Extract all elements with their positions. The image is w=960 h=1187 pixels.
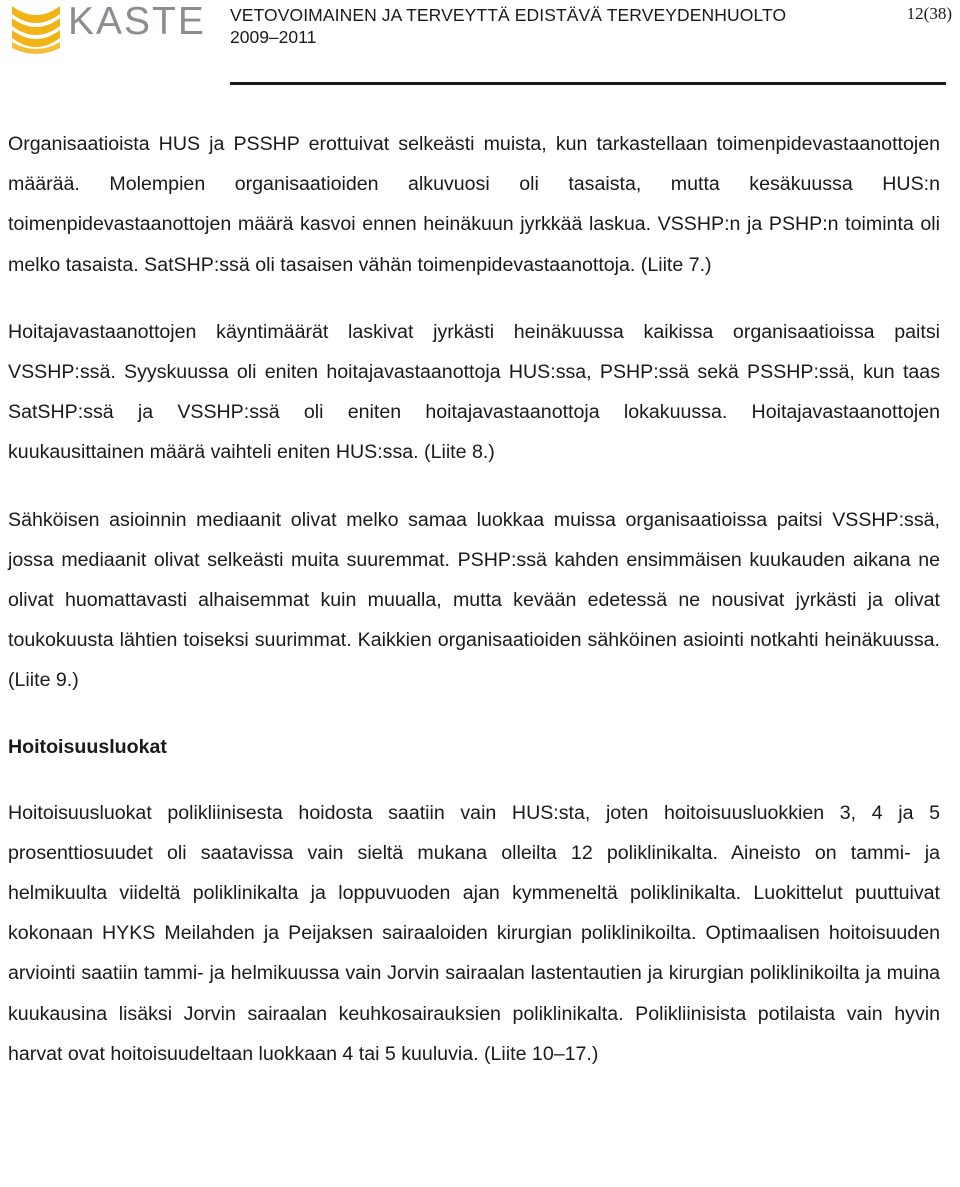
section-heading: Hoitoisuusluokat — [8, 735, 167, 758]
page-number: 12(38) — [906, 4, 952, 23]
header-title: VETOVOIMAINEN JA TERVEYTTÄ EDISTÄVÄ TERVEYDENHUOLTO — [230, 5, 787, 25]
document-body — [8, 124, 940, 1074]
kaste-logo — [6, 2, 206, 54]
paragraph-care-classes: Hoitoisuusluokat polikliinisesta hoidosta saatiin vain HUS:sta, joten hoitoisuusluokkien 3, 4 ja 5 prosenttiosuudet oli saatavissa vain sieltä mukana olleilta 12 poliklinikalta. Aineisto on tammi- ja helmikuulta viideltä poliklinikalta ja loppuvuoden ajan kymmeneltä poliklinikalta. Luokittelut puuttuivat kokonaan HYKS Meilahden ja Peijaksen sairaaloiden kirurgian poliklinikoilta. Optimaalisen hoitoisuuden arviointi saatiin tammi- ja helmikuussa vain Jorvin sairaalan lastentautien ja kirurgian poliklinikoilta ja muina kuukausina lisäksi Jorvin sairaalan keuhkosairauksien poliklinikalta. Polikliinisista potilaista vain hyvin harvat ovat hoitoisuudeltaan luokkaan 4 tai 5 kuuluvia. (Liite 10–17.) — [8, 801, 940, 1065]
header-years: 2009–2011 — [230, 27, 317, 47]
header-divider — [230, 82, 946, 85]
paragraph-procedure-visits: Organisaatioista HUS ja PSSHP erottuivat selkeästi muista, kun tarkastellaan toimenpidevastaanottojen määrää. Molempien organisaatioiden alkuvuosi oli tasaista, mutta kesäkuussa HUS:n toimenpidevastaanottojen määrä kasvoi ennen heinäkuun jyrkkää laskua. VSSHP:n ja PSHP:n toiminta oli melko tasaista. SatSHP:ssä oli tasaisen vähän toimenpidevastaanottoja. (Liite 7.) — [8, 133, 940, 276]
paragraph-nurse-visits: Hoitajavastaanottojen käyntimäärät laskivat jyrkästi heinäkuussa kaikissa organisaatioissa paitsi VSSHP:ssä. Syyskuussa oli eniten hoitajavastaanottoja HUS:ssa, PSHP:ssä sekä PSSHP:ssä, kun taas SatSHP:ssä ja VSSHP:ssä oli eniten hoitajavastaanottoja lokakuussa. Hoitajavastaanottojen kuukausittainen määrä vaihteli eniten HUS:ssa. (Liite 8.) — [8, 320, 940, 464]
logo-text: KASTE — [68, 0, 206, 43]
page-header — [0, 0, 960, 90]
kaste-logo-mark-icon — [6, 2, 66, 54]
paragraph-electronic-services: Sähköisen asioinnin mediaanit olivat melko samaa luokkaa muissa organisaatioissa paitsi VSSHP:ssä, jossa mediaanit olivat selkeästi muita suuremmat. PSHP:ssä kahden ensimmäisen kuukauden aikana ne olivat huomattavasti alhaisemmat kuin muualla, mutta kevään edetessä ne nousivat jyrkästi ja olivat toukokuusta lähtien toiseksi suurimmat. Kaikkien organisaatioiden sähköinen asiointi notkahti heinäkuussa. (Liite 9.) — [8, 508, 940, 692]
